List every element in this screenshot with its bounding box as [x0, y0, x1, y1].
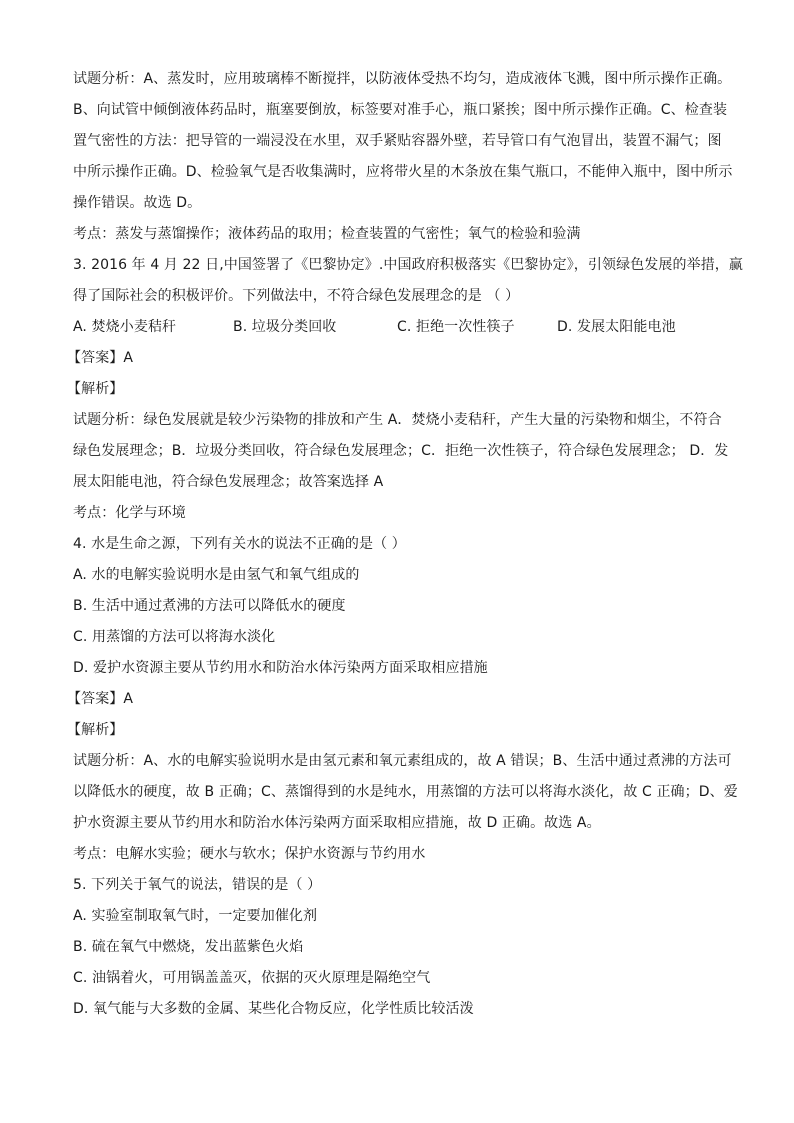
q2-kaodian: 考点：蒸发与蒸馏操作；液体药品的取用；检查装置的气密性；氧气的检验和验满	[73, 226, 581, 242]
q3-analysis	[73, 405, 729, 498]
option-a: A. 水的电解实验说明水是由氢气和氧气组成的	[73, 567, 360, 583]
option-d: D. 氧气能与大多数的金属、某些化合物反应，化学性质比较活泼	[73, 1001, 474, 1017]
option-d: D. 爱护水资源主要从节约用水和防治水体污染两方面采取相应措施	[73, 660, 488, 676]
analysis-line: 试题分析：绿色发展就是较少污染物的排放和产生 A．焚烧小麦秸秆，产生大量的污染物和烟尘，不符合	[73, 412, 722, 428]
q3-kaodian: 考点：化学与环境	[73, 505, 186, 521]
q3-answer: 【答案】A	[67, 350, 134, 366]
analysis-line: 绿色发展理念；B．垃圾分类回收，符合绿色发展理念；C．拒绝一次性筷子，符合绿色发展理念； D．发	[73, 443, 729, 459]
analysis-line: 试题分析：A、蒸发时，应用玻璃棒不断搅拌，以防液体受热不均匀，造成液体飞溅，图中所示操作正确。	[73, 71, 732, 87]
q2-analysis	[73, 64, 733, 219]
analysis-line: 展太阳能电池，符合绿色发展理念；故答案选择 A	[73, 474, 384, 490]
analysis-line: 护水资源主要从节约用水和防治水体污染两方面采取相应措施，故 D 正确。故选 A。	[73, 815, 601, 831]
analysis-line: B、向试管中倾倒液体药品时，瓶塞要倒放，标签要对准手心，瓶口紧挨；图中所示操作正确。C、检查装	[73, 102, 728, 118]
q4-options	[73, 560, 723, 684]
option-c: C. 油锅着火，可用锅盖盖灭，依据的灭火原理是隔绝空气	[73, 970, 431, 986]
option-b: B. 硫在氧气中燃烧，发出蓝紫色火焰	[73, 939, 304, 955]
q4-jiexi-heading: 【解析】	[67, 722, 124, 738]
q5-options	[73, 901, 723, 1025]
q4-analysis	[73, 746, 738, 839]
option-c: C. 用蒸馏的方法可以将海水淡化	[73, 629, 276, 645]
analysis-line: 中所示操作正确。D、检验氧气是否收集满时，应将带火星的木条放在集气瓶口，不能伸入瓶中，图中所示	[73, 164, 733, 180]
q4-answer: 【答案】A	[67, 691, 134, 707]
q4-kaodian: 考点：电解水实验；硬水与软水；保护水资源与节约用水	[73, 846, 426, 862]
q3-stem	[73, 250, 744, 312]
option-c: C. 拒绝一次性筷子	[397, 319, 515, 335]
analysis-line: 以降低水的硬度，故 B 正确；C、蒸馏得到的水是纯水，用蒸馏的方法可以将海水淡化，故 C 正确；D、爱	[73, 784, 738, 800]
analysis-line: 置气密性的方法：把导管的一端浸没在水里，双手紧贴容器外壁，若导管口有气泡冒出，装置不漏气；图	[73, 133, 722, 149]
q5-stem: 5. 下列关于氧气的说法，错误的是（ ）	[73, 877, 322, 893]
option-d: D. 发展太阳能电池	[557, 319, 676, 335]
question-stem-line: 得了国际社会的积极评价。下列做法中，不符合绿色发展理念的是 （ ）	[73, 288, 520, 304]
option-a: A. 焚烧小麦秸秆	[73, 319, 177, 335]
option-b: B. 垃圾分类回收	[233, 319, 337, 335]
analysis-line: 操作错误。故选 D。	[73, 195, 202, 211]
q4-stem: 4. 水是生命之源，下列有关水的说法不正确的是（ ）	[73, 536, 406, 552]
question-stem-line: 3. 2016 年 4 月 22 日,中国签署了《巴黎协定》.中国政府积极落实《巴黎协定》，引领绿色发展的举措，赢	[73, 257, 744, 273]
analysis-line: 试题分析：A、水的电解实验说明水是由氢元素和氧元素组成的，故 A 错误；B、生活中通过煮沸的方法可	[73, 753, 732, 769]
q3-jiexi-heading: 【解析】	[67, 381, 124, 397]
option-b: B. 生活中通过煮沸的方法可以降低水的硬度	[73, 598, 346, 614]
q3-options	[73, 312, 723, 343]
document-page	[67, 64, 744, 1025]
option-a: A. 实验室制取氧气时，一定要加催化剂	[73, 908, 318, 924]
